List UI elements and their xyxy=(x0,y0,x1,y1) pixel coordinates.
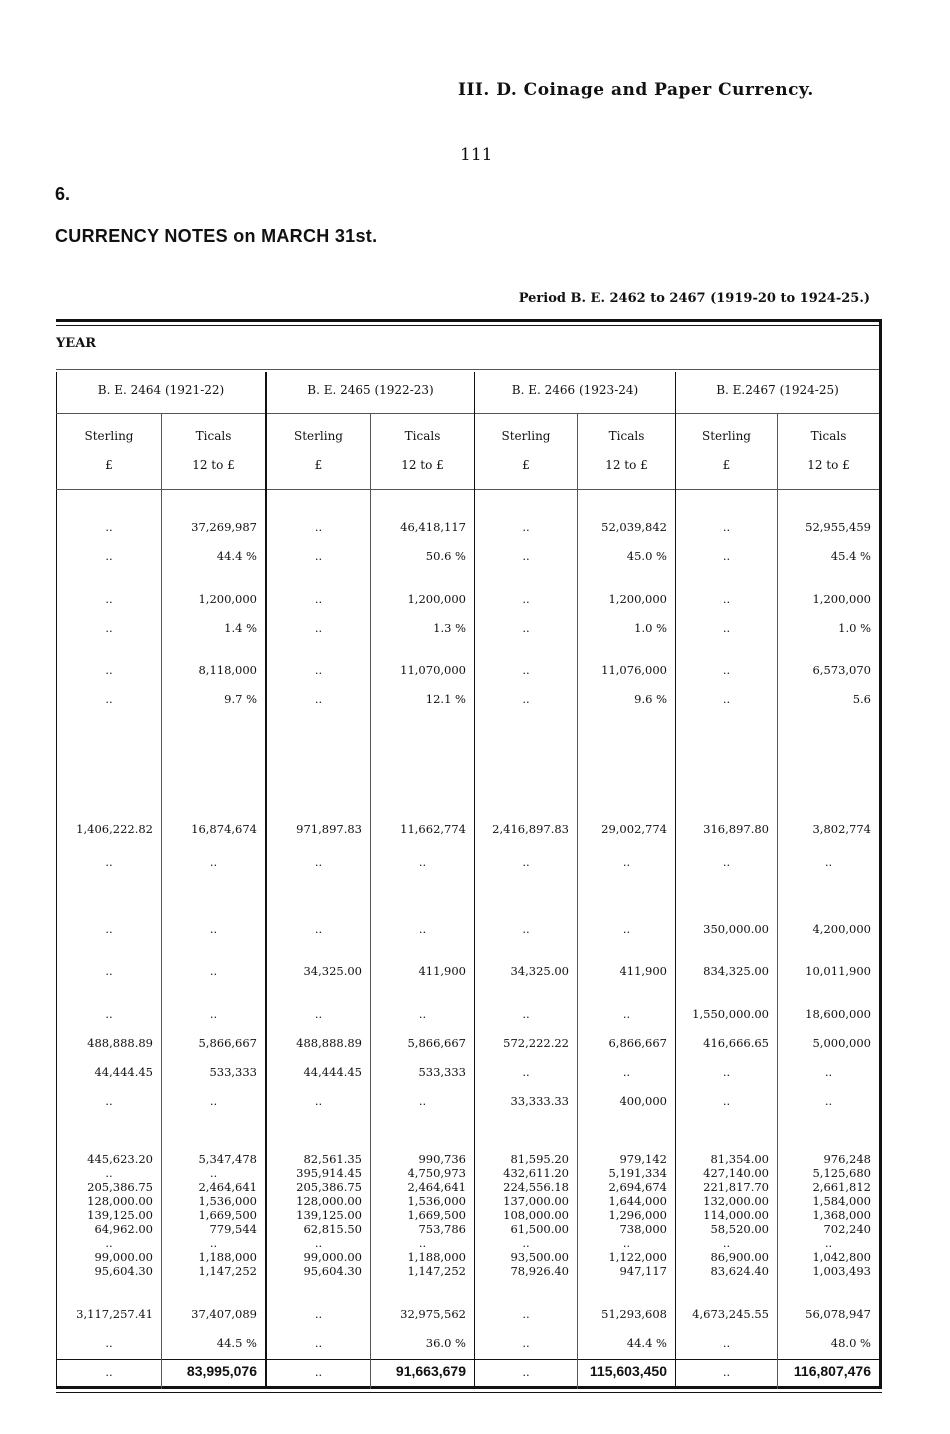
column-header-unit: 12 to £ xyxy=(192,458,235,472)
subtotal-cell: 4,673,245.55 xyxy=(692,1307,769,1321)
table-cell: .. xyxy=(722,1065,731,1079)
table-cell: 1,200,000 xyxy=(407,592,466,606)
total-cell: .. xyxy=(522,1365,530,1379)
table-cell: .. xyxy=(209,1094,218,1108)
table-cell: .. xyxy=(209,1236,218,1250)
table-cell: .. xyxy=(209,1007,218,1021)
subtotal-cell: .. xyxy=(314,1307,323,1321)
table-cell: 2,464,641 xyxy=(407,1180,466,1194)
subtotal-cell: .. xyxy=(314,1336,323,1350)
table-cell: 5,866,667 xyxy=(198,1036,257,1050)
section-number: 6. xyxy=(55,184,71,204)
table-cell: 16,874,674 xyxy=(191,822,257,836)
table-cell: .. xyxy=(314,520,323,534)
table-cell: 224,556.18 xyxy=(503,1180,569,1194)
table-cell: 6,866,667 xyxy=(608,1036,667,1050)
table-cell: 137,000.00 xyxy=(503,1194,569,1208)
subtotal-cell: .. xyxy=(105,1336,113,1350)
table-cell: 50.6 % xyxy=(425,549,466,563)
table-cell: 1,147,252 xyxy=(407,1264,466,1278)
table-cell: 44,444.45 xyxy=(303,1065,362,1079)
table-cell: 572,222.22 xyxy=(503,1036,569,1050)
subtotal-cell: 44.5 % xyxy=(216,1336,257,1350)
table-cell: 2,694,674 xyxy=(608,1180,667,1194)
subtotal-cell: 36.0 % xyxy=(425,1336,466,1350)
table-cell: 95,604.30 xyxy=(303,1264,362,1278)
column-header-label: Sterling xyxy=(294,429,343,443)
table-cell: 44,444.45 xyxy=(94,1065,153,1079)
column-header-unit: 12 to £ xyxy=(605,458,648,472)
table-cell: 86,900.00 xyxy=(710,1250,769,1264)
table-cell: .. xyxy=(314,855,323,869)
subtotal-cell: 51,293,608 xyxy=(601,1307,667,1321)
header-bottom-rule xyxy=(56,489,879,490)
table-cell: 5.6 xyxy=(852,692,871,706)
table-cell: 52,039,842 xyxy=(601,520,667,534)
table-cell: .. xyxy=(105,592,113,606)
column-header-label: Ticals xyxy=(195,429,232,443)
period-header: B. E. 2464 (1921-22) xyxy=(97,383,225,397)
table-cell: .. xyxy=(314,663,323,677)
table-cell: 990,736 xyxy=(418,1152,466,1166)
table-cell: .. xyxy=(824,855,833,869)
subtotal-cell: 48.0 % xyxy=(830,1336,871,1350)
table-top-rule-thin xyxy=(56,325,882,326)
table-cell: 738,000 xyxy=(619,1222,667,1236)
table-cell: 533,333 xyxy=(209,1065,257,1079)
total-cell: .. xyxy=(105,1365,113,1379)
table-cell: 1,644,000 xyxy=(608,1194,667,1208)
table-cell: 12.1 % xyxy=(425,692,466,706)
table-cell: 44.4 % xyxy=(216,549,257,563)
table-cell: 221,817.70 xyxy=(703,1180,769,1194)
table-cell: .. xyxy=(722,692,731,706)
table-cell: 1,188,000 xyxy=(198,1250,257,1264)
total-cell: .. xyxy=(314,1365,323,1379)
table-cell: 1,536,000 xyxy=(407,1194,466,1208)
table-cell: 1.4 % xyxy=(224,621,257,635)
column-header-unit: 12 to £ xyxy=(401,458,444,472)
year-label: YEAR xyxy=(56,336,97,351)
table-cell: .. xyxy=(722,621,731,635)
table-cell: .. xyxy=(622,922,631,936)
table-cell: .. xyxy=(314,621,323,635)
table-cell: 34,325.00 xyxy=(303,964,362,978)
table-cell: 11,076,000 xyxy=(601,663,667,677)
table-cell: .. xyxy=(105,922,113,936)
table-cell: .. xyxy=(105,692,113,706)
table-cell: .. xyxy=(824,1065,833,1079)
table-cell: 702,240 xyxy=(823,1222,871,1236)
table-cell: .. xyxy=(522,663,530,677)
table-cell: 46,418,117 xyxy=(400,520,466,534)
column-header-unit: £ xyxy=(105,458,113,472)
table-cell: 2,464,641 xyxy=(198,1180,257,1194)
table-cell: 432,611.20 xyxy=(503,1166,569,1180)
total-cell: 115,603,450 xyxy=(589,1363,667,1379)
table-cell: .. xyxy=(314,1007,323,1021)
column-header-unit: £ xyxy=(314,458,323,472)
table-cell: 416,666.65 xyxy=(703,1036,769,1050)
table-cell: 834,325.00 xyxy=(703,964,769,978)
table-cell: 1.3 % xyxy=(433,621,466,635)
page-number: 111 xyxy=(460,145,493,165)
table-cell: 316,897.80 xyxy=(703,822,769,836)
total-cell: 91,663,679 xyxy=(395,1363,466,1379)
table-cell: 9.7 % xyxy=(224,692,257,706)
column-header-unit: £ xyxy=(722,458,731,472)
table-cell: 58,520.00 xyxy=(710,1222,769,1236)
table-cell: 753,786 xyxy=(418,1222,466,1236)
table-cell: 1,296,000 xyxy=(608,1208,667,1222)
table-cell: .. xyxy=(522,922,530,936)
table-cell: 93,500.00 xyxy=(510,1250,569,1264)
table-cell: 1,188,000 xyxy=(407,1250,466,1264)
table-cell: 1.0 % xyxy=(634,621,667,635)
table-cell: 83,624.40 xyxy=(710,1264,769,1278)
table-cell: .. xyxy=(105,549,113,563)
table-cell: 114,000.00 xyxy=(703,1208,769,1222)
table-cell: .. xyxy=(105,1236,113,1250)
table-cell: .. xyxy=(722,855,731,869)
table-cell: 62,815.50 xyxy=(303,1222,362,1236)
table-cell: 411,900 xyxy=(418,964,466,978)
table-cell: 45.0 % xyxy=(626,549,667,563)
table-cell: 971,897.83 xyxy=(296,822,362,836)
table-cell: 99,000.00 xyxy=(94,1250,153,1264)
subtotal-cell: 37,407,089 xyxy=(191,1307,257,1321)
table-cell: .. xyxy=(522,549,530,563)
table-title: CURRENCY NOTES on MARCH 31st. xyxy=(55,226,378,246)
table-cell: 1,042,800 xyxy=(812,1250,871,1264)
table-cell: .. xyxy=(722,520,731,534)
subtotal-cell: 32,975,562 xyxy=(400,1307,466,1321)
table-cell: .. xyxy=(209,964,218,978)
table-cell: 979,142 xyxy=(619,1152,667,1166)
table-cell: 99,000.00 xyxy=(303,1250,362,1264)
table-cell: .. xyxy=(314,922,323,936)
table-cell: .. xyxy=(722,1094,731,1108)
total-cell: 116,807,476 xyxy=(793,1363,871,1379)
table-cell: 18,600,000 xyxy=(805,1007,871,1021)
table-cell: 400,000 xyxy=(619,1094,667,1108)
column-header-unit: £ xyxy=(522,458,530,472)
table-cell: 1,200,000 xyxy=(812,592,871,606)
table-cell: 350,000.00 xyxy=(703,922,769,936)
period-header: B. E.2467 (1924-25) xyxy=(716,383,839,397)
table-cell: 61,500.00 xyxy=(510,1222,569,1236)
table-cell: .. xyxy=(522,1007,530,1021)
table-cell: 2,416,897.83 xyxy=(492,822,569,836)
table-cell: 1,584,000 xyxy=(812,1194,871,1208)
table-cell: 445,623.20 xyxy=(87,1152,153,1166)
table-cell: .. xyxy=(722,549,731,563)
table-cell: .. xyxy=(105,520,113,534)
table-cell: 82,561.35 xyxy=(303,1152,362,1166)
table-cell: .. xyxy=(105,621,113,635)
table-cell: .. xyxy=(522,520,530,534)
table-cell: .. xyxy=(622,1236,631,1250)
table-cell: 139,125.00 xyxy=(296,1208,362,1222)
period-header-rule xyxy=(56,369,879,370)
table-bottom-rule xyxy=(56,1386,882,1389)
column-header-rule xyxy=(56,413,879,414)
total-cell: 83,995,076 xyxy=(186,1363,257,1379)
subtotal-cell: .. xyxy=(522,1336,530,1350)
subtotal-cell: 44.4 % xyxy=(626,1336,667,1350)
table-cell: .. xyxy=(722,663,731,677)
table-cell: .. xyxy=(314,1236,323,1250)
table-cell: 205,386.75 xyxy=(296,1180,362,1194)
table-cell: 1,406,222.82 xyxy=(76,822,153,836)
table-cell: .. xyxy=(209,1166,218,1180)
table-cell: 52,955,459 xyxy=(805,520,871,534)
table-cell: .. xyxy=(722,592,731,606)
table-cell: 5,125,680 xyxy=(812,1166,871,1180)
table-cell: 132,000.00 xyxy=(703,1194,769,1208)
table-cell: .. xyxy=(418,855,427,869)
table-cell: .. xyxy=(314,1094,323,1108)
table-cell: .. xyxy=(314,549,323,563)
table-cell: 33,333.33 xyxy=(510,1094,569,1108)
table-bottom-rule-thin xyxy=(56,1392,882,1393)
table-cell: 108,000.00 xyxy=(503,1208,569,1222)
table-cell: .. xyxy=(622,1007,631,1021)
table-cell: .. xyxy=(522,1065,530,1079)
table-top-rule xyxy=(56,319,882,322)
table-cell: 976,248 xyxy=(823,1152,871,1166)
table-cell: .. xyxy=(314,592,323,606)
column-header-label: Sterling xyxy=(702,429,751,443)
table-cell: 29,002,774 xyxy=(601,822,667,836)
subtotal-cell: 3,117,257.41 xyxy=(76,1307,153,1321)
table-cell: 128,000.00 xyxy=(296,1194,362,1208)
table-cell: .. xyxy=(418,922,427,936)
column-header-label: Ticals xyxy=(404,429,441,443)
table-cell: 205,386.75 xyxy=(87,1180,153,1194)
column-header-label: Sterling xyxy=(501,429,551,443)
table-cell: 10,011,900 xyxy=(805,964,871,978)
table-cell: 1,669,500 xyxy=(198,1208,257,1222)
table-cell: .. xyxy=(418,1236,427,1250)
table-cell: 427,140.00 xyxy=(703,1166,769,1180)
table-cell: .. xyxy=(522,1236,530,1250)
column-header-label: Ticals xyxy=(608,429,645,443)
table-cell: .. xyxy=(418,1094,427,1108)
table-cell: 4,200,000 xyxy=(812,922,871,936)
table-cell: 37,269,987 xyxy=(191,520,257,534)
totals-top-rule xyxy=(56,1359,882,1360)
table-cell: 395,914.45 xyxy=(296,1166,362,1180)
table-cell: 6,573,070 xyxy=(812,663,871,677)
table-cell: 34,325.00 xyxy=(510,964,569,978)
period-header: B. E. 2466 (1923-24) xyxy=(511,383,639,397)
table-cell: 1,550,000.00 xyxy=(692,1007,769,1021)
table-cell: 128,000.00 xyxy=(87,1194,153,1208)
table-cell: 1,147,252 xyxy=(198,1264,257,1278)
table-cell: .. xyxy=(105,1094,113,1108)
subtotal-cell: 56,078,947 xyxy=(805,1307,871,1321)
table-cell: 411,900 xyxy=(619,964,667,978)
column-header-label: Ticals xyxy=(810,429,847,443)
table-cell: .. xyxy=(209,855,218,869)
table-cell: 4,750,973 xyxy=(407,1166,466,1180)
table-cell: 779,544 xyxy=(209,1222,257,1236)
table-cell: .. xyxy=(522,692,530,706)
table-cell: 95,604.30 xyxy=(94,1264,153,1278)
table-cell: 488,888.89 xyxy=(87,1036,153,1050)
table-cell: .. xyxy=(722,1236,731,1250)
table-cell: 5,000,000 xyxy=(812,1036,871,1050)
table-cell: 3,802,774 xyxy=(812,822,871,836)
subtotal-cell: .. xyxy=(722,1336,731,1350)
table-cell: 11,070,000 xyxy=(400,663,466,677)
table-cell: 78,926.40 xyxy=(510,1264,569,1278)
table-cell: 488,888.89 xyxy=(296,1036,362,1050)
table-cell: .. xyxy=(105,1166,113,1180)
table-cell: .. xyxy=(522,855,530,869)
table-cell: .. xyxy=(105,663,113,677)
table-cell: 8,118,000 xyxy=(198,663,257,677)
table-cell: 5,866,667 xyxy=(407,1036,466,1050)
table-cell: .. xyxy=(824,1236,833,1250)
table-cell: 1,200,000 xyxy=(198,592,257,606)
table-cell: 1,669,500 xyxy=(407,1208,466,1222)
table-cell: 533,333 xyxy=(418,1065,466,1079)
table-cell: .. xyxy=(105,1007,113,1021)
table-cell: 1,122,000 xyxy=(608,1250,667,1264)
table-cell: 5,347,478 xyxy=(198,1152,257,1166)
table-cell: .. xyxy=(522,592,530,606)
period-header: B. E. 2465 (1922-23) xyxy=(307,383,434,397)
subtotal-cell: .. xyxy=(522,1307,530,1321)
table-cell: 64,962.00 xyxy=(94,1222,153,1236)
table-cell: 1.0 % xyxy=(838,621,871,635)
table-cell: .. xyxy=(418,1007,427,1021)
table-cell: 81,595.20 xyxy=(510,1152,569,1166)
table-cell: 947,117 xyxy=(619,1264,667,1278)
table-right-border xyxy=(879,319,882,1389)
table-cell: .. xyxy=(105,855,113,869)
table-cell: 81,354.00 xyxy=(710,1152,769,1166)
table-cell: .. xyxy=(622,1065,631,1079)
table-cell: .. xyxy=(105,964,113,978)
table-cell: 139,125.00 xyxy=(87,1208,153,1222)
table-cell: 9.6 % xyxy=(634,692,667,706)
column-header-label: Sterling xyxy=(84,429,134,443)
table-cell: 45.4 % xyxy=(830,549,871,563)
table-cell: 11,662,774 xyxy=(400,822,466,836)
table-cell: 1,536,000 xyxy=(198,1194,257,1208)
table-cell: .. xyxy=(209,922,218,936)
table-cell: 1,003,493 xyxy=(812,1264,871,1278)
period-caption: Period B. E. 2462 to 2467 (1919-20 to 1924-25.) xyxy=(518,291,870,306)
table-cell: 1,200,000 xyxy=(608,592,667,606)
total-cell: .. xyxy=(722,1365,731,1379)
column-header-unit: 12 to £ xyxy=(807,458,850,472)
table-cell: 1,368,000 xyxy=(812,1208,871,1222)
table-cell: 5,191,334 xyxy=(608,1166,667,1180)
table-cell: .. xyxy=(314,692,323,706)
section-title: III. D. Coinage and Paper Currency. xyxy=(458,80,814,100)
table-cell: .. xyxy=(824,1094,833,1108)
table-cell: 2,661,812 xyxy=(812,1180,871,1194)
table-cell: .. xyxy=(522,621,530,635)
table-cell: .. xyxy=(622,855,631,869)
